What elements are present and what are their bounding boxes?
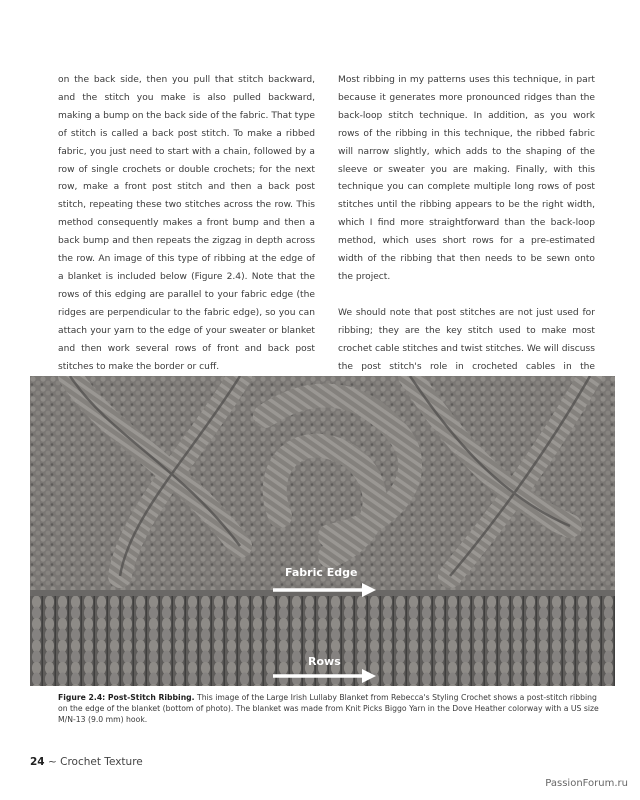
ribbing-photo: [30, 376, 615, 686]
caption-title: Figure 2.4: Post-Stitch Ribbing.: [58, 693, 195, 702]
rows-label: Rows: [308, 655, 341, 668]
right-text-column: [338, 72, 595, 394]
body-paragraph: We should note that post stitches are not just used for ribbing; they are the key stitch used to make most crochet cable stitches and twist stitches. We will discuss the post stitch's role in crocheted cables in the: [338, 307, 595, 372]
left-text-column: [58, 72, 315, 376]
page-footer: [30, 756, 143, 768]
body-paragraph: Most ribbing in my patterns uses this technique, in part because it generates more pronounced ridges than the back-loop stitch technique. In addition, as you work rows of the ribbing in this technique, the ribbed fabric will narrow slightly, which adds to the shaping of the sleeve or sweater you are making. Finally, with this technique you can complete multiple long rows of post stitches until the ribbing appears to be the right width, which I find more straightforward than the back-loop method, which uses short rows for a pre-estimated width of the ribbing that then needs to be sewn onto the project.: [338, 75, 595, 282]
body-paragraph: on the back side, then you pull that stitch backward, and the stitch you make is also pulled backward, making a bump on the back side of the fabric. That type of stitch is called a back post stitch. To make a ribbed fabric, you just need to start with a chain, followed by a row of single crochets or double crochets; for the next row, make a front post stitch and then a back post stitch, repeating these two stitches across the row. This method consequently makes a front bump and then a back bump and then repeats the zigzag in depth across the row. An image of this type of ribbing at the edge of a blanket is included below (Figure 2.4). Note that the rows of this edging are parallel to your fabric edge (the ridges are perpendicular to the fabric edge), so you can attach your yarn to the edge of your sweater or blanket and then work several rows of front and back post stitches to make the border or cuff.: [58, 75, 315, 372]
footer-separator: ~: [47, 756, 57, 768]
post-stitch-ribbing: [30, 594, 615, 686]
page-number: 24: [30, 756, 45, 768]
fabric-edge-label: Fabric Edge: [285, 566, 358, 579]
watermark: PassionForum.ru: [545, 778, 628, 789]
figure-caption: [58, 692, 608, 725]
book-title: Crochet Texture: [60, 756, 143, 768]
caption-text: This image of the Large Irish Lullaby Blanket from Rebecca's Styling Crochet shows a post-stitch ribbing on the edge of the blanket (bottom of photo). The blanket was made from Knit Picks Biggo Yarn in the Dove Heather colorway with a US size M/N-13 (9.0 mm) hook.: [58, 693, 599, 724]
